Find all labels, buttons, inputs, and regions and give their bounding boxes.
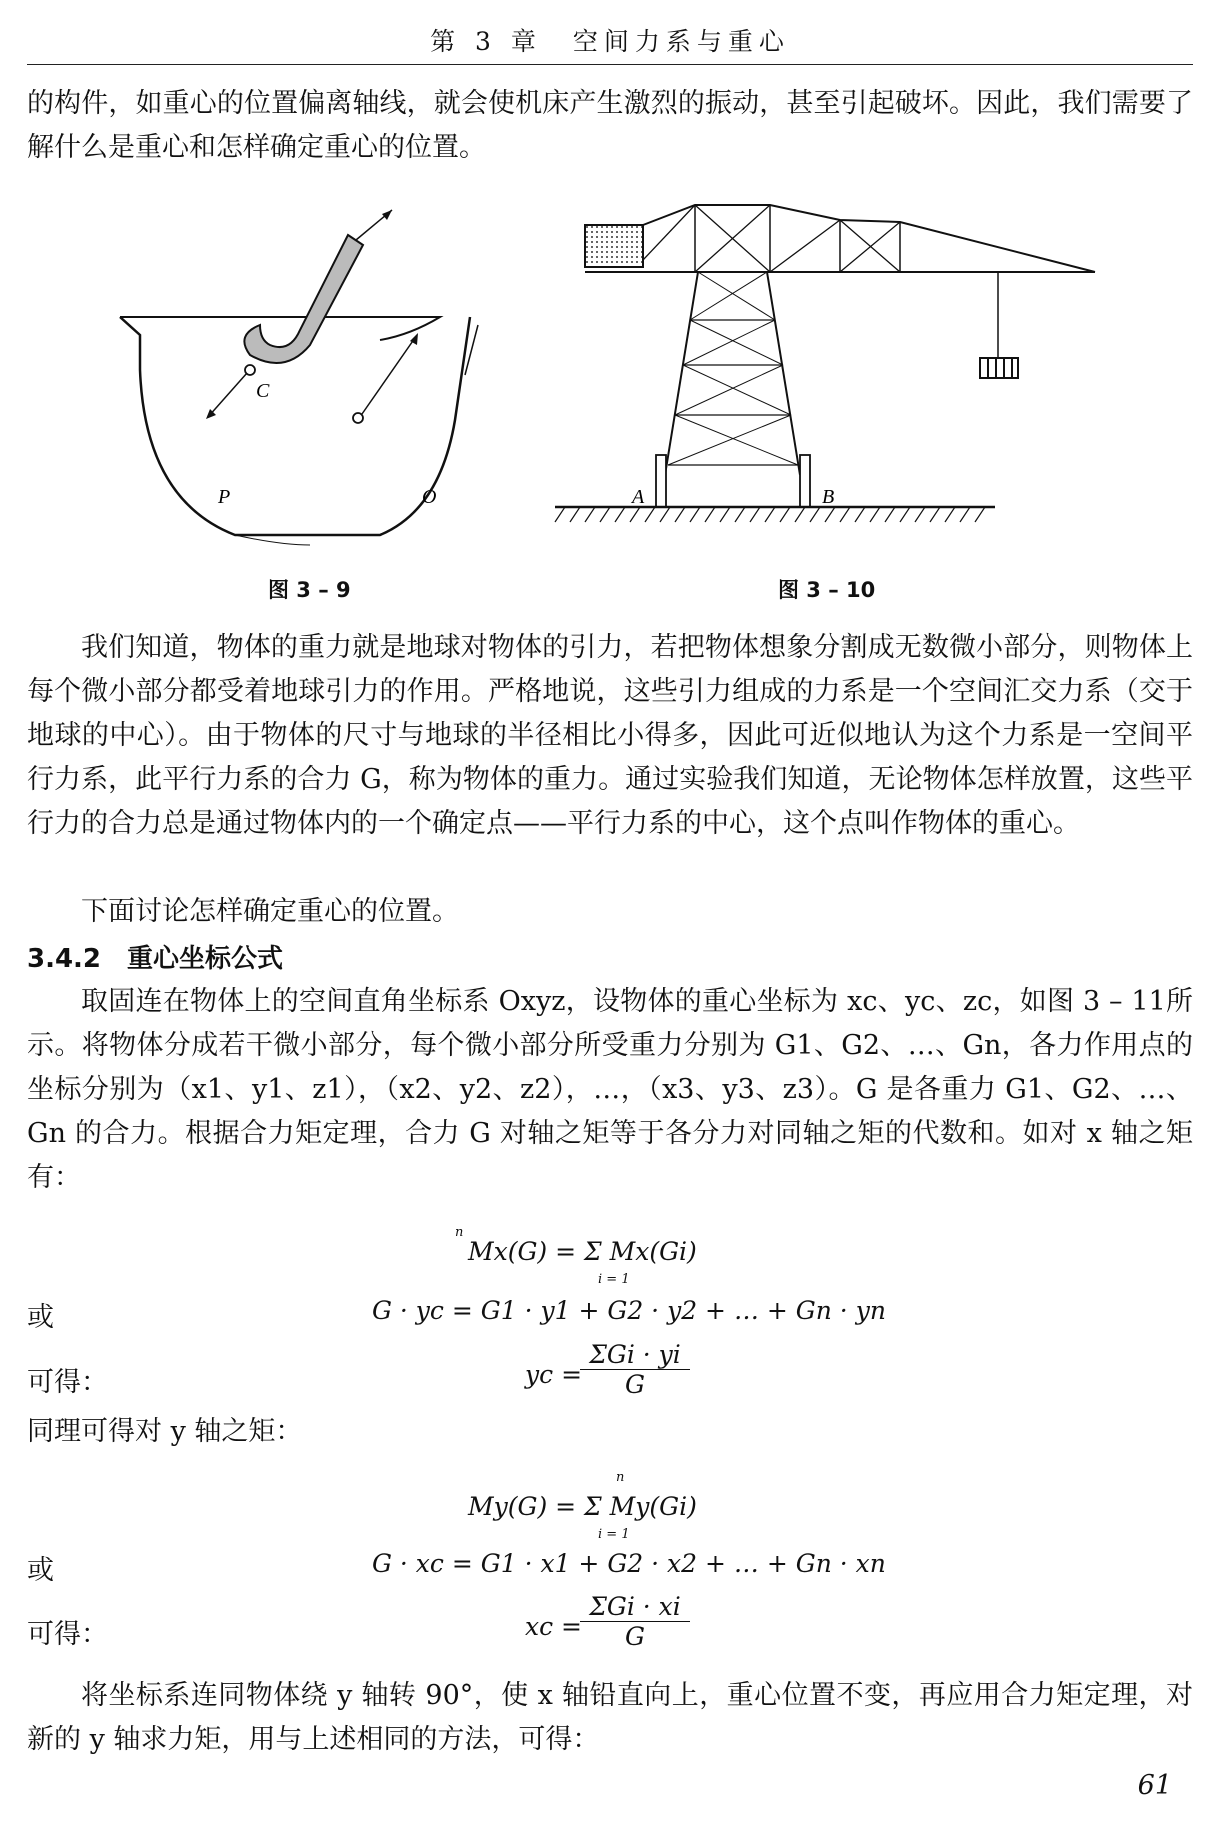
equation-moment-y: G · yc = G1 · y1 + G2 · y2 + … + Gn · yn: [372, 1296, 886, 1325]
paragraph-3: 下面讨论怎样确定重心的位置。: [81, 896, 459, 927]
paragraph-5: 同理可得对 y 轴之矩：: [27, 1416, 303, 1447]
label-A: A: [632, 486, 645, 508]
xc-numerator: ΣGi · xi: [589, 1592, 681, 1621]
label-or-1: 或: [27, 1302, 54, 1333]
figure-3-10-crane-diagram: [550, 200, 1110, 545]
paragraph-2: 我们知道，物体的重力就是地球对物体的引力，若把物体想象分割成无数微小部分，则物体上每个微小部分都受着地球引力的作用。严格地说，这些引力组成的力系是一个空间汇交力系（交于地球的中心）。由于物体的尺寸与地球的半径相比小得多，因此可近似地认为这个力系是一空间平行力系，此平行力系的合力 G，称为物体的重力。通过实验我们知道，无论物体怎样放置，这些平行力的合力总是通过物体内的一个确定点——平行力系的中心，这个点叫作物体的重心。: [27, 632, 1193, 839]
label-B: B: [822, 486, 835, 508]
figure-3-10-caption: 图 3 – 10: [778, 578, 876, 602]
sum-lower-limit-1: i = 1: [598, 1272, 630, 1287]
paragraph-4: 取固连在物体上的空间直角坐标系 Oxyz，设物体的重心坐标为 xc、yc、zc，如图 3 – 11所示。将物体分成若干微小部分，每个微小部分所受重力分别为 G1、G2、…、Gn，各力作用点的坐标分别为（x1、y1、z1），（x2、y2、z2），…，（x3、y3、z3）。G 是各重力 G1、G2、…、Gn 的合力。根据合力矩定理，合力 G 对轴之矩等于各分力对同轴之矩的代数和。如对 x 轴之矩有：: [27, 986, 1193, 1193]
paragraph-1: 的构件，如重心的位置偏离轴线，就会使机床产生激烈的振动，甚至引起破坏。因此，我们需要了解什么是重心和怎样确定重心的位置。: [27, 88, 1193, 163]
page-number: 61: [1137, 1770, 1172, 1801]
label-O: O: [422, 486, 437, 508]
label-C: C: [256, 380, 270, 402]
header-rule: [27, 64, 1193, 65]
equation-yc-lhs: yc =: [525, 1360, 583, 1389]
equation-moment-x: G · xc = G1 · x1 + G2 · x2 + … + Gn · xn: [372, 1549, 886, 1578]
label-or-2: 或: [27, 1555, 54, 1586]
label-P: P: [218, 486, 231, 508]
equation-my: My(G) = Σ My(Gi): [468, 1492, 697, 1521]
figure-3-9-caption: 图 3 – 9: [268, 578, 351, 602]
paragraph-6: 将坐标系连同物体绕 y 轴转 90°，使 x 轴铅直向上，重心位置不变，再应用合力矩定理，对新的 y 轴求力矩，用与上述相同的方法，可得：: [27, 1680, 1193, 1755]
yc-fraction: [580, 1340, 690, 1399]
xc-denominator: G: [580, 1621, 690, 1651]
figure-3-9-ladle-diagram: [110, 205, 510, 550]
equation-mx: Mx(G) = Σ Mx(Gi): [468, 1237, 697, 1266]
yc-denominator: G: [580, 1369, 690, 1399]
equation-xc-lhs: xc =: [525, 1612, 582, 1641]
running-header: 第 3 章 空间力系与重心: [430, 27, 790, 56]
label-get-1: 可得：: [27, 1367, 108, 1398]
sum-upper-limit-1: n: [455, 1225, 464, 1240]
section-heading: 3.4.2 重心坐标公式: [27, 944, 284, 974]
sum-upper-limit-2: n: [616, 1470, 625, 1485]
label-get-2: 可得：: [27, 1619, 108, 1650]
xc-fraction: [580, 1592, 690, 1651]
sum-lower-limit-2: i = 1: [598, 1527, 630, 1542]
yc-numerator: ΣGi · yi: [589, 1340, 681, 1369]
